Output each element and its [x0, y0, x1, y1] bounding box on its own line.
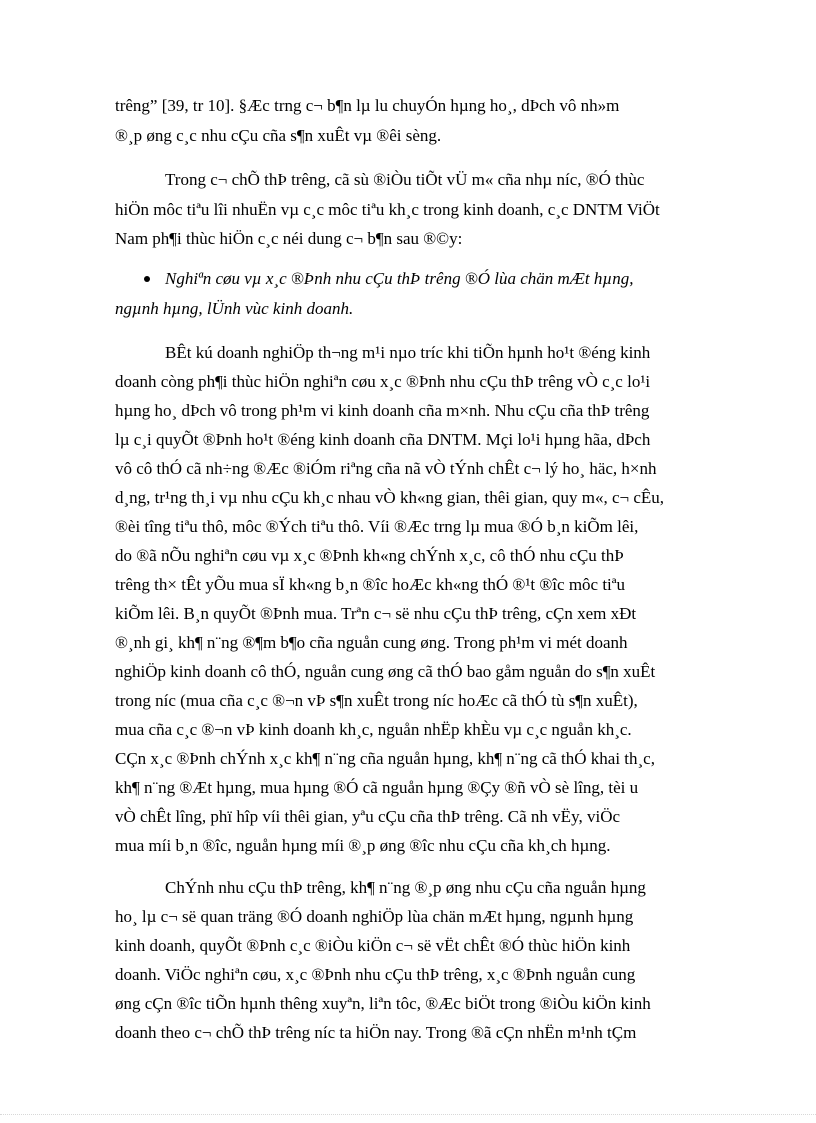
paragraph-line: nghiÖp kinh doanh cô thÓ, nguån cung øng cã thÓ bao gåm nguån do s¶n xuÊt	[115, 662, 656, 681]
paragraph-line: doanh. ViÖc nghiªn cøu, x¸c ®Þnh nhu cÇu thÞ trêng, x¸c ®Þnh nguån cung	[115, 965, 636, 984]
paragraph-line: vô cô thÓ cã nh÷ng ®Æc ®iÓm riªng cña nã vÒ tÝnh chÊt c¬ lý ho¸ häc, h×nh	[115, 459, 657, 478]
paragraph-line: øng cÇn ®îc tiÕn hµnh thêng xuyªn, liªn tôc, ®Æc biÖt trong ®iÒu kiÖn kinh	[115, 994, 651, 1013]
paragraph-line: hµng ho¸ dÞch vô trong ph¹m vi kinh doanh cña m×nh. Nhu cÇu cña thÞ trêng	[115, 401, 650, 420]
paragraph-line: CÇn x¸c ®Þnh chÝnh x¸c kh¶ n¨ng cña nguån hµng, kh¶ n¨ng cã thÓ khai th¸c,	[115, 749, 655, 768]
paragraph-line: kinh doanh, quyÕt ®Þnh c¸c ®iÒu kiÖn c¬ së vËt chÊt ®Ó thùc hiÖn kinh	[115, 936, 631, 955]
paragraph-line: doanh theo c¬ chÕ thÞ trêng níc ta hiÖn nay. Trong ®ã cÇn nhËn m¹nh tÇm	[115, 1023, 637, 1042]
paragraph-line: mua cña c¸c ®¬n vÞ kinh doanh kh¸c, nguån nhËp khÈu vµ c¸c nguån kh¸c.	[115, 720, 632, 739]
paragraph-line: mua míi b¸n ®îc, nguån hµng míi ®¸p øng ®îc nhu cÇu cña kh¸ch hµng.	[115, 836, 611, 855]
paragraph-line: kiÕm lêi. B¸n quyÕt ®Þnh mua. Trªn c¬ së nhu cÇu thÞ trêng, cÇn xem xÐt	[115, 604, 637, 623]
paragraph-line: ®¸nh gi¸ kh¶ n¨ng ®¶m b¶o cña nguån cung øng. Trong ph¹m vi mét doanh	[115, 633, 628, 652]
paragraph-line: vÒ chÊt lîng, phï hîp víi thêi gian, yªu cÇu cña thÞ trêng. Cã nh vËy, viÖc	[115, 807, 621, 826]
paragraph-line: ho¸ lµ c¬ së quan träng ®Ó doanh nghiÖp lùa chän mÆt hµng, ngµnh hµng	[115, 907, 634, 926]
paragraph-line: d¸ng, tr¹ng th¸i vµ nhu cÇu kh¸c nhau vÒ kh«ng gian, thêi gian, quy m«, c¬ cÊu,	[115, 488, 665, 507]
bullet-icon	[144, 276, 150, 282]
paragraph-line: kh¶ n¨ng ®Æt hµng, mua hµng ®Ó cã nguån hµng ®Çy ®ñ vÒ sè lîng, tèi u	[115, 778, 639, 797]
bullet-line: ngµnh hµng, lÜnh vùc kinh doanh.	[115, 299, 354, 318]
paragraph-line: Nam ph¶i thùc hiÖn c¸c néi dung c¬ b¶n sau ®©y:	[115, 229, 463, 248]
page-bottom-divider	[0, 1114, 816, 1115]
paragraph-line: trêng” [39, tr 10]. §Æc trng c¬ b¶n lµ lu chuyÓn hµng ho¸, dÞch vô nh»m	[115, 96, 620, 115]
paragraph-line: trong níc (mua cña c¸c ®¬n vÞ s¶n xuÊt trong níc hoÆc cã thÓ tù s¶n xuÊt),	[115, 691, 638, 710]
bullet-line: Nghiªn cøu vµ x¸c ®Þnh nhu cÇu thÞ trêng ®Ó lùa chän mÆt hµng,	[165, 269, 634, 288]
paragraph-line: ChÝnh nhu cÇu thÞ trêng, kh¶ n¨ng ®¸p øng nhu cÇu cña nguån hµng	[165, 878, 646, 897]
paragraph-line: lµ c¸i quyÕt ®Þnh ho¹t ®éng kinh doanh cña DNTM. Mçi lo¹i hµng hãa, dÞch	[115, 430, 651, 449]
paragraph-line: doanh còng ph¶i thùc hiÖn nghiªn cøu x¸c ®Þnh nhu cÇu thÞ trêng vÒ c¸c lo¹i	[115, 372, 651, 391]
paragraph-line: Trong c¬ chÕ thÞ trêng, cã sù ®iÒu tiÕt vÜ m« cña nhµ níc, ®Ó thùc	[165, 170, 645, 189]
paragraph-line: ®èi tîng tiªu thô, môc ®Ých tiªu thô. Víi ®Æc trng lµ mua ®Ó b¸n kiÕm lêi,	[115, 517, 639, 536]
paragraph-line: trêng th× tÊt yÕu mua sÏ kh«ng b¸n ®îc hoÆc kh«ng thÓ ®¹t ®îc môc tiªu	[115, 575, 625, 594]
paragraph-line: ®¸p øng c¸c nhu cÇu cña s¶n xuÊt vµ ®êi sèng.	[115, 126, 442, 145]
paragraph-line: hiÖn môc tiªu lîi nhuËn vµ c¸c môc tiªu kh¸c trong kinh doanh, c¸c DNTM ViÖt	[115, 200, 660, 219]
paragraph-line: do ®ã nÕu nghiªn cøu vµ x¸c ®Þnh kh«ng chÝnh x¸c, cô thÓ nhu cÇu thÞ	[115, 546, 624, 565]
paragraph-line: BÊt kú doanh nghiÖp th¬ng m¹i nµo tríc khi tiÕn hµnh ho¹t ®éng kinh	[165, 343, 651, 362]
